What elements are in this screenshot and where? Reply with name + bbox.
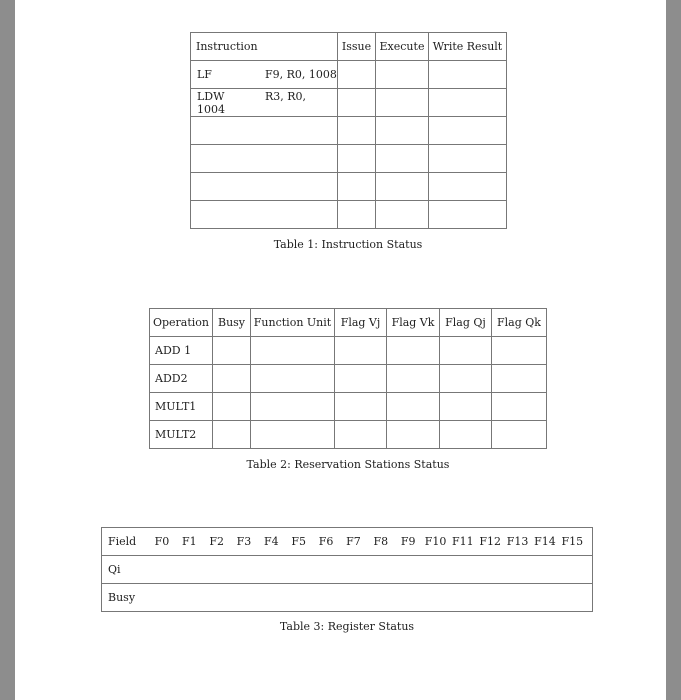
register-f15: F15 [561,535,584,548]
instruction-args: F9, R0, 1008 [265,68,337,81]
flag-vk-cell [387,393,440,421]
header-flag-qk: Flag Qk [492,309,547,337]
register-f6: F6 [318,535,334,548]
write-result-cell [429,61,507,89]
table-row [191,89,507,117]
flag-vk-cell [387,337,440,365]
header-flag-vk: Flag Vk [387,309,440,337]
busy-cell [213,365,251,393]
function-unit-cell [251,365,335,393]
flag-qk-cell [492,365,547,393]
write-result-cell [429,117,507,145]
register-f12: F12 [479,535,502,548]
execute-cell [376,173,429,201]
row-label-busy: Busy [102,584,593,612]
write-result-cell [429,145,507,173]
execute-cell [376,201,429,229]
document-page [15,0,666,700]
execute-cell [376,145,429,173]
flag-qk-cell [492,337,547,365]
issue-cell [338,201,376,229]
instruction-cell [191,145,338,173]
register-f3: F3 [236,535,252,548]
execute-cell [376,117,429,145]
function-unit-cell [251,421,335,449]
table-row [150,421,547,449]
flag-vj-cell [335,393,387,421]
table-row [102,584,593,612]
table-header-row [102,528,593,556]
register-status-table [101,527,593,612]
flag-qj-cell [440,421,492,449]
write-result-cell [429,173,507,201]
operation-cell: ADD 1 [150,337,213,365]
execute-cell [376,89,429,117]
instruction-op: LF [197,68,212,81]
table-row [150,337,547,365]
register-fields [102,528,592,555]
table-3-caption: Table 3: Register Status [279,620,415,633]
flag-qj-cell [440,365,492,393]
flag-vj-cell [335,421,387,449]
instruction-cell [191,201,338,229]
header-issue: Issue [338,33,376,61]
register-f4: F4 [264,535,279,548]
register-f11: F11 [452,535,474,548]
table-row [102,556,593,584]
instruction-cell [191,117,338,145]
flag-vj-cell [335,365,387,393]
header-function-unit: Function Unit [251,309,335,337]
busy-cell [213,421,251,449]
function-unit-cell [251,337,335,365]
write-result-cell [429,89,507,117]
flag-qj-cell [440,337,492,365]
operation-cell: MULT1 [150,393,213,421]
instruction-cell [191,89,338,117]
table-row [191,117,507,145]
register-f8: F8 [373,535,389,548]
table-row [191,61,507,89]
header-write-result: Write Result [429,33,507,61]
register-f13: F13 [506,535,529,548]
header-flag-qj: Flag Qj [440,309,492,337]
operation-cell: MULT2 [150,421,213,449]
instruction-cell [191,61,338,89]
operation-cell: ADD2 [150,365,213,393]
instruction-args: R3, R0, 1004 [197,89,307,116]
field-label: Field [108,535,137,548]
register-f10: F10 [424,535,447,548]
issue-cell [338,61,376,89]
table-1-caption: Table 1: Instruction Status [273,238,423,251]
register-f9: F9 [400,535,416,548]
register-f5: F5 [291,535,307,548]
function-unit-cell [251,393,335,421]
instruction-status-table [190,32,507,229]
flag-vk-cell [387,421,440,449]
register-f14: F14 [534,535,556,548]
table-row [191,201,507,229]
flag-qj-cell [440,393,492,421]
table-row [150,365,547,393]
table-row [150,393,547,421]
row-label-qi: Qi [102,556,593,584]
table-row [191,145,507,173]
issue-cell [338,173,376,201]
table-2-caption: Table 2: Reservation Stations Status [246,458,450,471]
issue-cell [338,89,376,117]
header-flag-vj: Flag Vj [335,309,387,337]
table-header-row [150,309,547,337]
header-busy: Busy [213,309,251,337]
flag-qk-cell [492,421,547,449]
register-f2: F2 [209,535,224,548]
write-result-cell [429,201,507,229]
header-execute: Execute [376,33,429,61]
reservation-stations-table [149,308,547,449]
flag-vk-cell [387,365,440,393]
register-f0: F0 [154,535,170,548]
execute-cell [376,61,429,89]
register-fields-cell [102,528,593,556]
table-row [191,173,507,201]
register-f7: F7 [346,535,361,548]
flag-vj-cell [335,337,387,365]
busy-cell [213,337,251,365]
header-operation: Operation [150,309,213,337]
issue-cell [338,117,376,145]
flag-qk-cell [492,393,547,421]
instruction-op: LDW [197,89,225,103]
register-f1: F1 [181,535,197,548]
instruction-cell [191,173,338,201]
busy-cell [213,393,251,421]
header-instruction: Instruction [191,33,338,61]
issue-cell [338,145,376,173]
table-header-row [191,33,507,61]
